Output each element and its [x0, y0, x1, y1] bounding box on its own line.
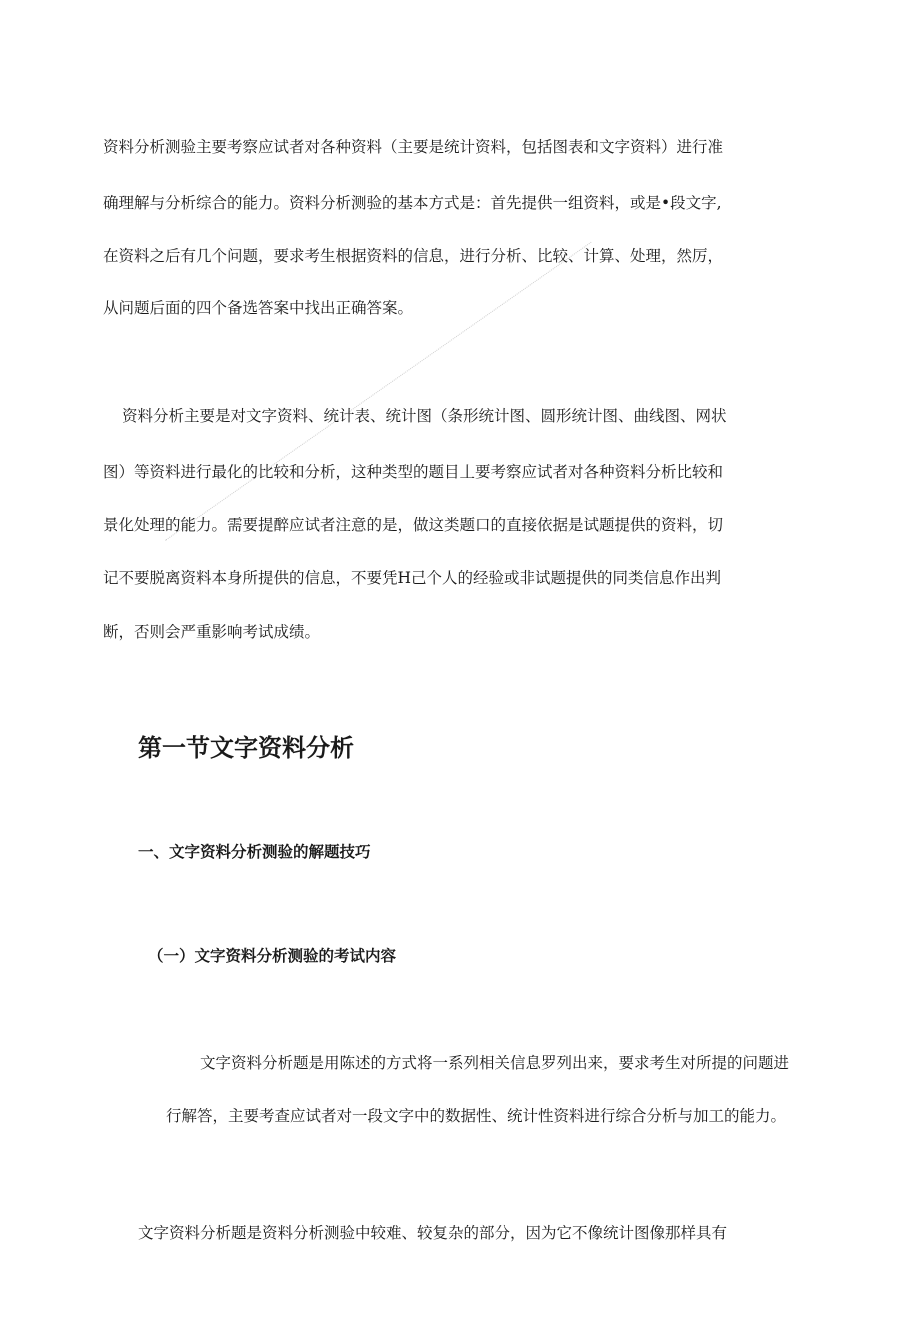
- text-line: 文字资料分析题是用陈述的方式将一系列相关信息罗列出来，要求考生对所提的问题进: [200, 1054, 790, 1072]
- text-line: 资料分析测验主要考察应试者对各种资料（主要是统计资料，包括图表和文字资料）进行准: [103, 138, 724, 156]
- text-line: 记不要脱离资料本身所提供的信息，不要凭H己个人的经验或非试题提供的同类信息作出判: [103, 569, 722, 587]
- sub-subheading: （一）文字资料分析测验的考试内容: [148, 946, 397, 965]
- text-line: 文字资料分析题是资料分析测验中较难、较复杂的部分，因为它不像统计图像那样具有: [138, 1224, 728, 1242]
- text-line: 确理解与分析综合的能力。资料分析测验的基本方式是：首先提供一组资料，或是•段文字,: [103, 194, 722, 212]
- text-line: 断，否则会严重影响考试成绩。: [103, 623, 321, 641]
- text-line: 在资料之后有几个问题，要求考生根据资料的信息，进行分析、比较、计算、处理，然厉，: [103, 247, 724, 265]
- section-title: 第一节文字资料分析: [138, 734, 354, 762]
- subheading: 一、文字资料分析测验的解题技巧: [138, 842, 371, 861]
- text-line: 资料分析主要是对文字资料、统计表、统计图（条形统计图、圆形统计图、曲线图、网状: [122, 407, 727, 425]
- text-line: 行解答，主要考查应试者对一段文字中的数据性、统计性资料进行综合分析与加工的能力。: [166, 1107, 787, 1125]
- text-line: 景化处理的能力。需要提醉应试者注意的是，做这类题口的直接依据是试题提供的资料，切: [103, 516, 724, 534]
- text-line: 图）等资料进行最化的比较和分析，这种类型的题目丄要考察应试者对各种资料分析比较和: [103, 463, 724, 481]
- text-line: 从问题后面的四个备选答案中找出正确答案。: [103, 299, 414, 317]
- watermark-line: [165, 242, 592, 541]
